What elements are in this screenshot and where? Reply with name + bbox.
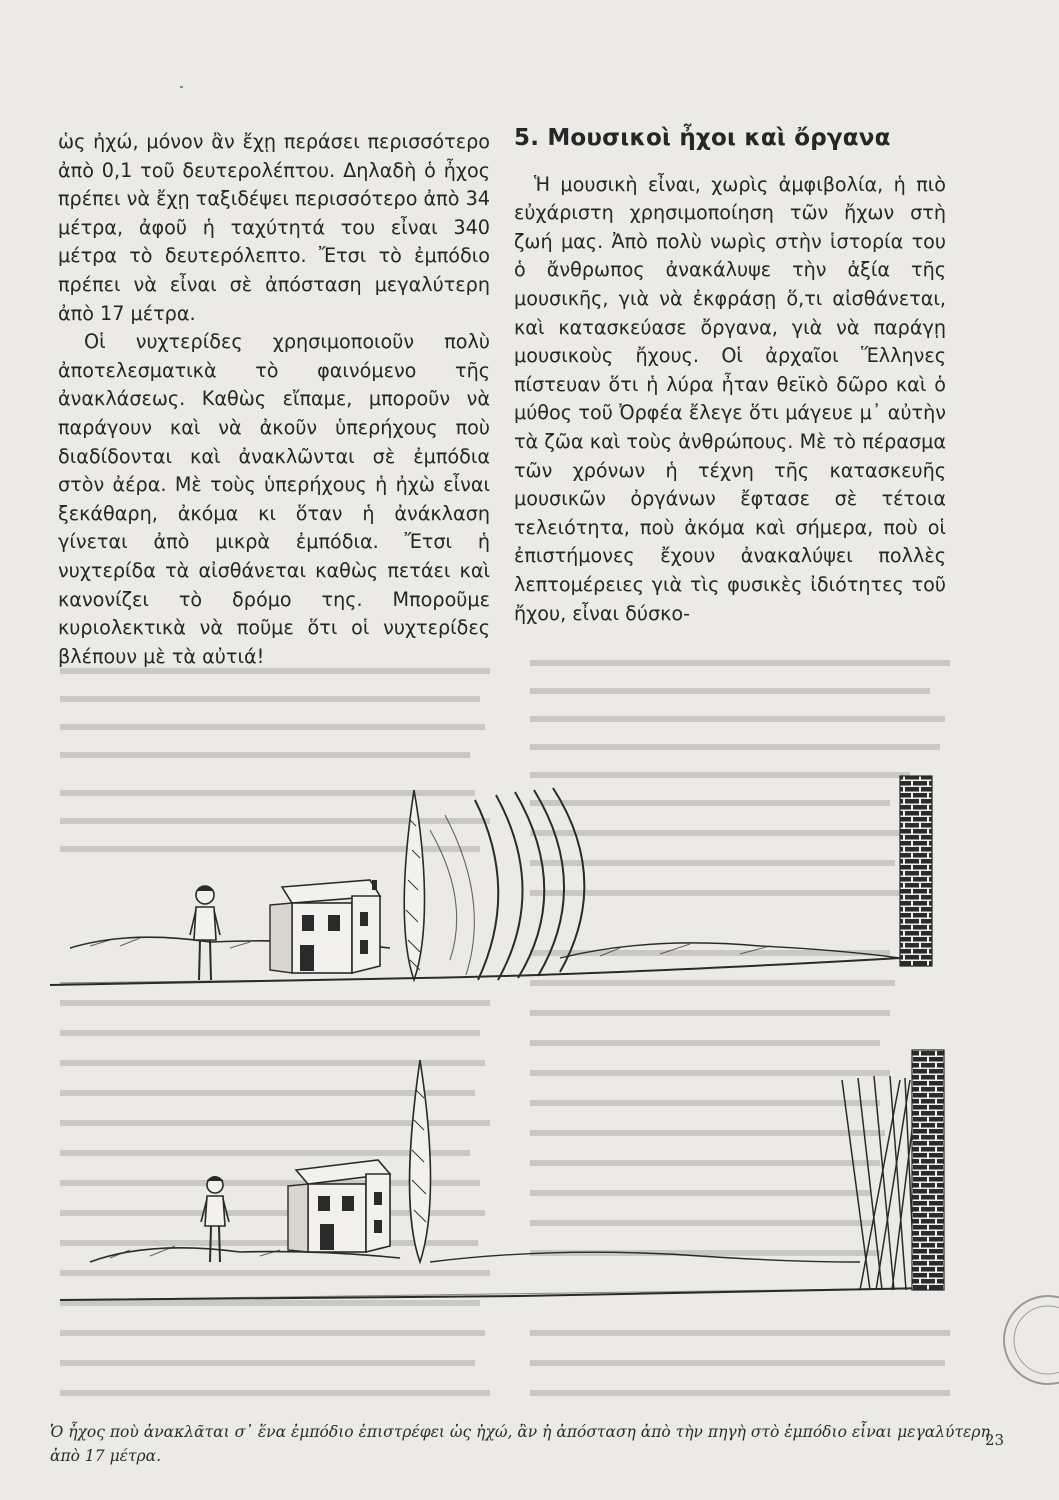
dust-speck — [180, 86, 183, 88]
right-paragraph: Ἡ μουσικὴ εἶναι, χωρὶς ἀμφιβολία, ἡ πιὸ εὐχάριστη χρησιμοποίηση τῶν ἤχων στὴ ζωή μας. Ἀπὸ πολὺ νωρὶς στὴν ἱστορία του ὁ ἄνθρωπος ἀνακάλυψε τὴν ἀξία τῆς μουσικῆς, γιὰ νὰ ἐκφράσῃ ὅ,τι αἰσθάνεται, καὶ κατασκεύασε ὄργανα, γιὰ νὰ παράγῃ μουσικοὺς ἤχους. Οἱ ἀρχαῖοι Ἕλληνες πίστευαν ὅτι ἡ λύρα ἦταν θεϊκὸ δῶρο καὶ ὁ μύθος τοῦ Ὀρφέα ἔλεγε ὅτι μάγευε μ᾽ αὐτὴν τὰ ζῶα καὶ τοὺς ἀνθρώπους. Μὲ τὸ πέρασμα τῶν χρόνων ἡ τέχνη τῆς κατασκευῆς μουσικῶν ὀργάνων ἔφτασε σὲ τέτοια τελειότητα, ποὺ ἀκόμα καὶ σήμερα, ποὺ οἱ ἐπιστήμονες ἔχουν ἀνακαλύψει πολλὲς λεπτομέρειες γιὰ τὶς φυσικὲς ἰδιότητες τοῦ ἤχου, εἶναι δύσκο- — [514, 172, 946, 625]
brick-wall-bottom — [912, 1050, 944, 1290]
left-column — [58, 128, 490, 671]
left-paragraph-2: Οἱ νυχτερίδες χρησιμοποιοῦν πολὺ ἀποτελεσματικὰ τὸ φαινόμενο τῆς ἀνακλάσεως. Καθὼς εἴπαμε, μποροῦν νὰ παράγουν καὶ νὰ ἀκοῦν ὑπερήχους ποὺ διαδίδονται καὶ ἀνακλῶνται σὲ ἐμπόδια στὸν ἀέρα. Μὲ τοὺς ὑπερήχους ἡ ἠχὼ εἶναι ξεκάθαρη, ἀκόμα κι ὅταν ἡ ἀνάκλαση γίνεται ἀπὸ μικρὰ ἐμπόδια. Ἔτσι ἡ νυχτερίδα τὰ αἰσθάνεται καθὼς πετάει καὶ κανονίζει τὸ δρόμο της. Μποροῦμε κυριολεκτικὰ νὰ ποῦμε ὅτι οἱ νυχτερίδες βλέπουν μὲ τὰ αὐτιά! — [58, 330, 490, 668]
brick-wall-top — [900, 776, 932, 966]
bleed-through-text — [60, 660, 950, 1396]
library-stamp — [1004, 1296, 1059, 1384]
page-number: 23 — [985, 1431, 1005, 1449]
figure-caption: Ὁ ἦχος ποὺ ἀνακλᾶται σ᾽ ἕνα ἐμπόδιο ἐπιστρέφει ὡς ἠχώ, ἂν ἡ ἀπόσταση ἀπὸ τὴν πηγὴ στὸ ἐμπόδιο εἶναι μεγαλύτερη ἀπὸ 17 μέτρα. — [50, 1423, 990, 1465]
section-heading: 5. Μουσικοὶ ἦχοι καὶ ὄργανα — [514, 125, 891, 151]
echo-illustration — [0, 645, 1059, 1415]
left-paragraph-1: ὡς ἠχώ, μόνον ἂν ἔχῃ περάσει περισσότερο ἀπὸ 0,1 τοῦ δευτερολέπτου. Δηλαδὴ ὁ ἦχος πρέπει νὰ ἔχῃ ταξιδέψει περισσότερο ἀπὸ 34 μέτρα, ἀφοῦ ἡ ταχύτητά του εἶναι 340 μέτρα τὸ δευτερόλεπτο. Ἔτσι τὸ ἐμπόδιο πρέπει νὰ εἶναι σὲ ἀπόσταση μεγαλύτερη ἀπὸ 17 μέτρα. — [58, 130, 490, 325]
right-column — [514, 124, 946, 628]
